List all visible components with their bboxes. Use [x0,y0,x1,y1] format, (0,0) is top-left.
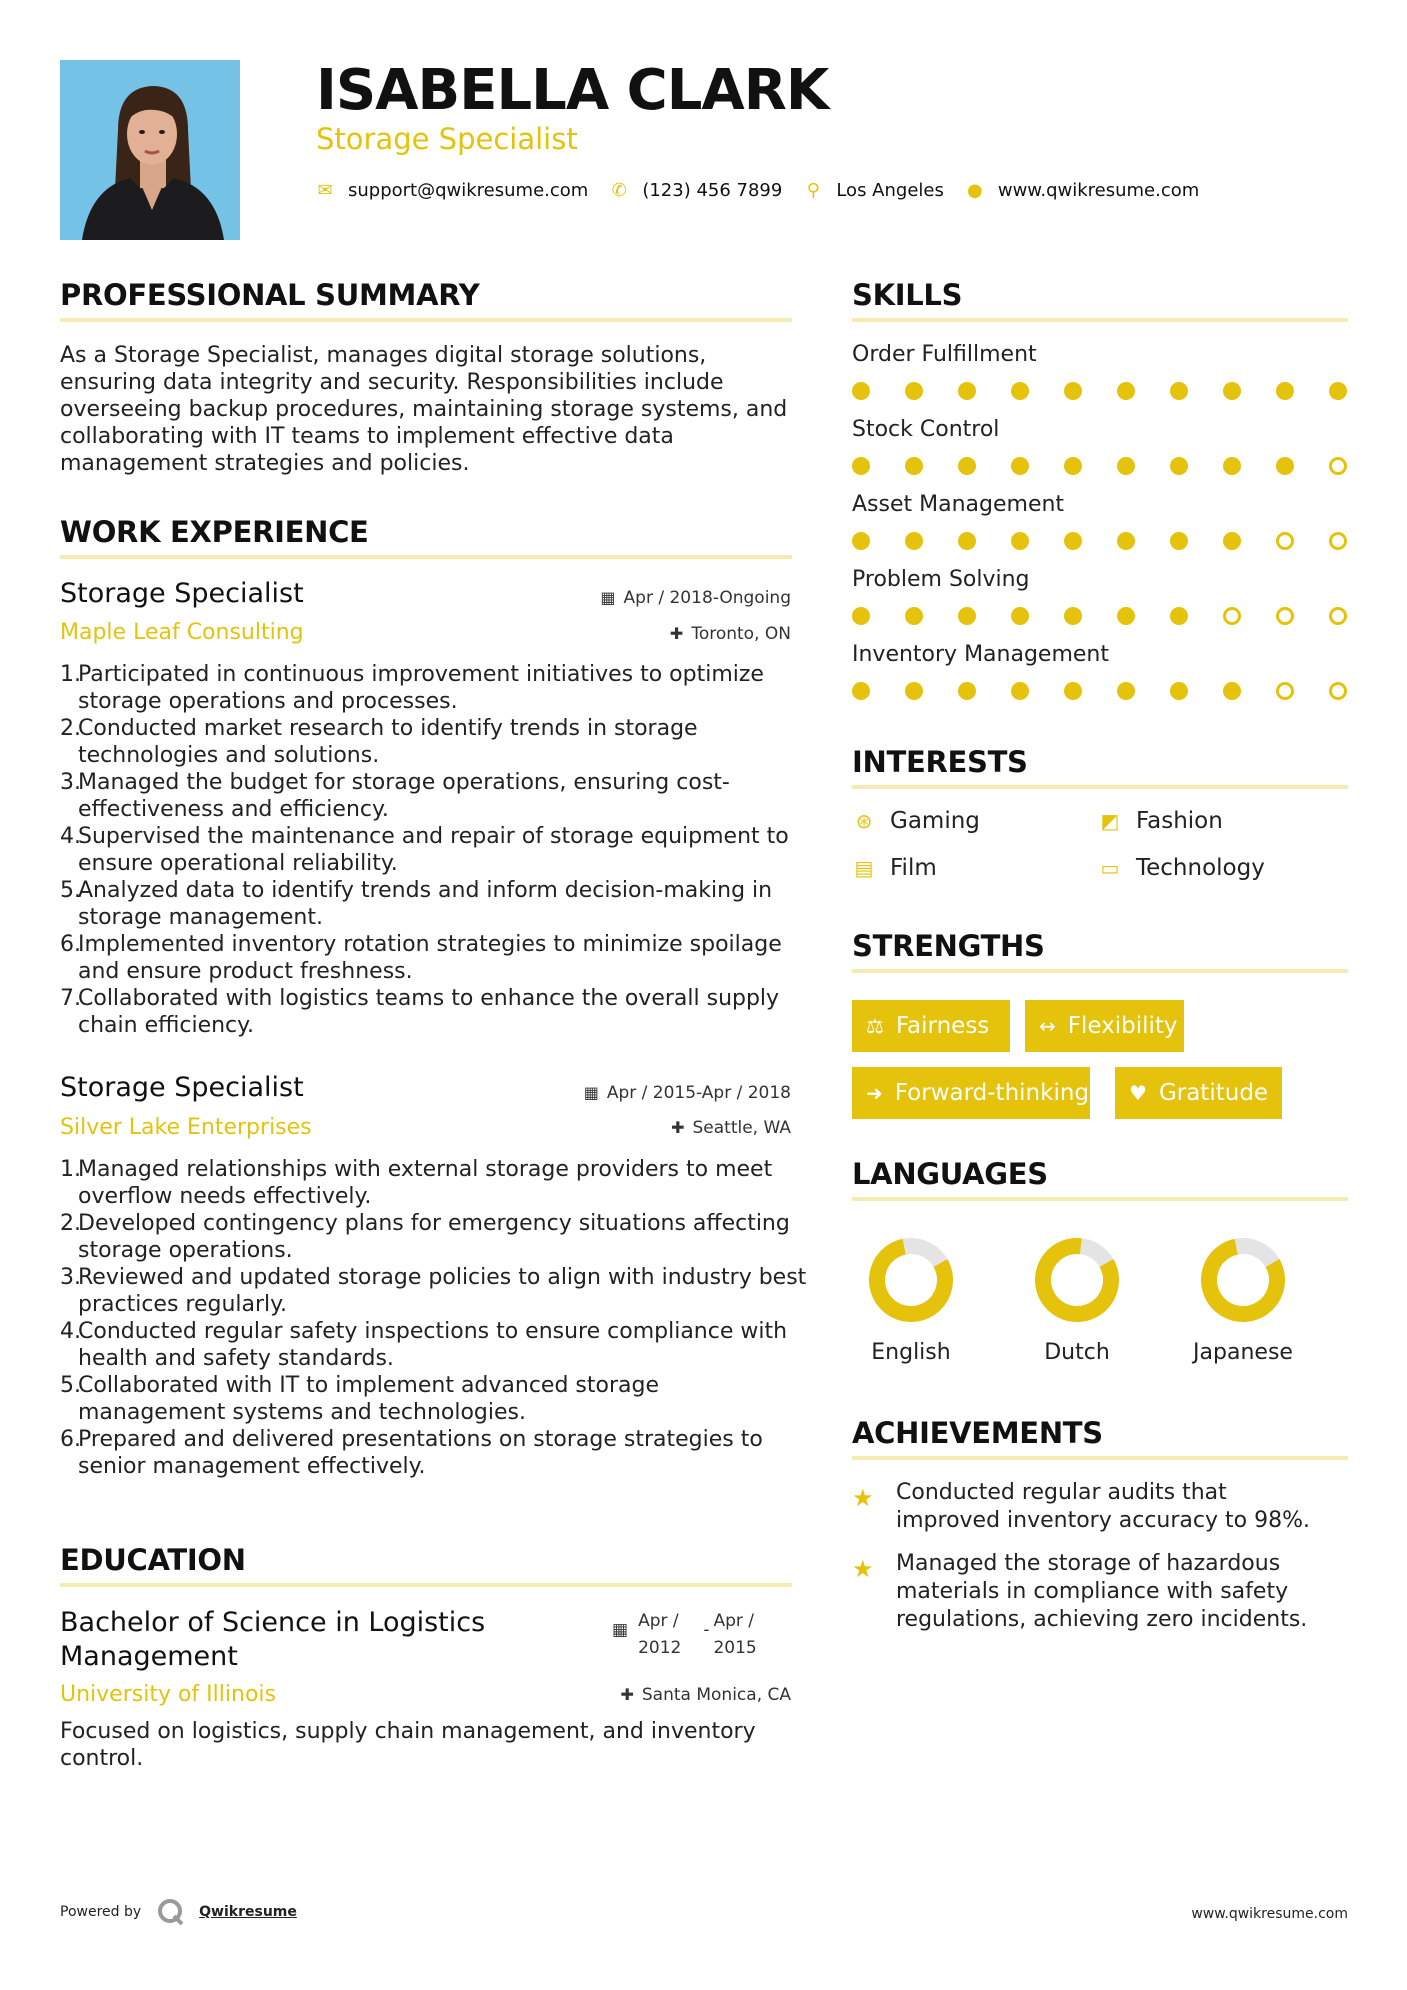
arrow-right-icon: ➜ [866,1081,883,1105]
contact-website[interactable]: www.qwikresume.com [997,180,1200,201]
language-proficiency-ring [866,1235,956,1325]
rating-dot [852,532,870,550]
skill-name: Problem Solving [852,567,1030,592]
achievement-2-line-2: materials in compliance with safety [896,1579,1289,1604]
rating-dot [1011,532,1029,550]
rating-dot [852,607,870,625]
list-item: Conducted regular safety inspections to ensure compliance with health and safety standards. [78,1319,788,1371]
calendar-icon: ▦ [583,1083,599,1102]
education-start [638,1608,681,1662]
rating-dot [1276,532,1294,550]
skill-name: Order Fulfillment [852,342,1037,367]
interest-fashion [1098,808,1223,834]
rating-dot [905,682,923,700]
rating-dot [958,382,976,400]
strength-fairness [852,1000,1010,1052]
rating-dot [1223,457,1241,475]
rating-dot [1329,457,1347,475]
school-name: University of Illinois [60,1682,276,1707]
arrows-horizontal-icon: ↔ [1039,1014,1056,1038]
interest-label: Fashion [1136,808,1223,834]
rating-dot [905,607,923,625]
achievement-1-line-1: Conducted regular audits that [896,1480,1227,1505]
rating-dot [958,457,976,475]
rating-dot [905,382,923,400]
list-item: Supervised the maintenance and repair of storage equipment to ensure operational reliability. [78,824,789,876]
job-2-dates-text: Apr / 2015-Apr / 2018 [606,1083,791,1103]
pin-icon: ✚ [669,624,684,643]
qwikresume-link[interactable]: Qwikresume [199,1904,297,1920]
rating-dot [958,532,976,550]
interest-technology [1098,855,1265,881]
job-2-company: Silver Lake Enterprises [60,1115,312,1140]
language-name: English [871,1340,951,1365]
achievement-2-line-3: regulations, achieving zero incidents. [896,1607,1308,1632]
interests-heading: INTERESTS [852,745,1348,789]
star-icon: ★ [852,1484,874,1512]
rating-dot [852,682,870,700]
rating-dot [1117,457,1135,475]
rating-dot [1223,607,1241,625]
rating-dot [1170,457,1188,475]
rating-dot [852,382,870,400]
experience-heading: WORK EXPERIENCE [60,515,792,559]
achievement-1-line-2: improved inventory accuracy to 98%. [896,1508,1310,1533]
education-end-year: 2015 [713,1638,757,1658]
rating-dot [958,682,976,700]
job-2-location [671,1118,791,1138]
education-start-month: Apr / [638,1611,679,1631]
education-start-year: 2012 [638,1638,682,1658]
skill-rating [852,382,1348,402]
language-proficiency-ring [1032,1235,1122,1325]
skill-name: Stock Control [852,417,1000,442]
skill-rating [852,532,1348,552]
summary-text: As a Storage Specialist, manages digital storage solutions, ensuring data integrity and security. Responsibilities include overseeing backup procedures, maintaining storage systems, and collaborating with IT teams to implement effective data management strategies and policies. [60,343,788,476]
rating-dot [1170,607,1188,625]
strength-label: Flexibility [1067,1013,1178,1039]
list-item: Collaborated with IT to implement advanced storage management systems and technologies. [78,1373,660,1425]
strengths-heading: STRENGTHS [852,929,1348,973]
job-1-company: Maple Leaf Consulting [60,620,304,645]
list-item: Prepared and delivered presentations on storage strategies to senior management effectively. [78,1427,763,1479]
education-location [620,1685,791,1705]
rating-dot [1170,682,1188,700]
map-marker-icon: ⚲ [806,180,820,201]
language-name: Japanese [1193,1340,1293,1365]
ring-fill [1032,1235,1122,1325]
rating-dot [1223,532,1241,550]
summary-heading: PROFESSIONAL SUMMARY [60,278,792,322]
job-1-bullets [60,661,810,1039]
rating-dot [852,457,870,475]
rating-dot [1064,682,1082,700]
job-1-dates [600,588,791,608]
skill-name: Asset Management [852,492,1065,517]
rating-dot [1117,382,1135,400]
job-1-location [670,624,791,644]
list-item: Reviewed and updated storage policies to align with industry best practices regularly. [78,1265,807,1317]
candidate-title: Storage Specialist [316,122,578,156]
interest-gaming [852,808,980,834]
rating-dot [1170,382,1188,400]
interest-label: Gaming [890,808,980,834]
job-1-dates-text: Apr / 2018-Ongoing [623,588,791,608]
job-2-bullets [60,1156,810,1480]
strength-flexibility [1025,1000,1184,1052]
education-heading: EDUCATION [60,1543,792,1587]
rating-dot [1064,457,1082,475]
powered-by-label: Powered by [60,1904,142,1920]
shopping-bag-icon: ◩ [1100,809,1120,833]
achievements-heading: ACHIEVEMENTS [852,1416,1348,1460]
degree-title [60,1606,485,1674]
envelope-icon: ✉ [317,180,333,201]
footer-website[interactable]: www.qwikresume.com [1191,1906,1348,1922]
rating-dot [1011,682,1029,700]
rating-dot [905,532,923,550]
phone-icon: ✆ [611,180,627,201]
contact-email[interactable]: support@qwikresume.com [348,180,589,201]
degree-line-1: Bachelor of Science in Logistics [60,1607,486,1638]
rating-dot [1329,532,1347,550]
date-separator: - [703,1620,710,1640]
contact-location: Los Angeles [836,180,944,201]
rating-dot [1117,607,1135,625]
achievement-1 [896,1479,1310,1535]
globe-icon: ● [966,180,983,201]
balance-scale-icon: ⚖ [866,1014,884,1038]
list-item: Developed contingency plans for emergency situations affecting storage operations. [78,1211,790,1263]
candidate-name: ISABELLA CLARK [316,58,829,123]
rating-dot [1276,382,1294,400]
education-end [713,1608,756,1662]
education-location-text: Santa Monica, CA [641,1685,791,1705]
languages-heading: LANGUAGES [852,1157,1348,1201]
rating-dot [1011,382,1029,400]
profile-photo [60,60,240,240]
list-item: Participated in continuous improvement initiatives to optimize storage operations and processes. [78,662,764,714]
contact-bar [316,180,1221,201]
calendar-icon: ▦ [600,588,616,607]
pin-icon: ✚ [671,1118,685,1137]
interest-label: Film [890,855,937,881]
skill-rating [852,607,1348,627]
skills-heading: SKILLS [852,278,1348,322]
strength-label: Fairness [895,1013,990,1039]
pin-icon: ✚ [620,1685,634,1704]
list-item: Analyzed data to identify trends and inform decision-making in storage management. [78,878,773,930]
skill-rating [852,682,1348,702]
calendar-icon: ▦ [612,1620,629,1640]
rating-dot [1276,457,1294,475]
rating-dot [1117,532,1135,550]
rating-dot [1117,682,1135,700]
star-icon: ★ [852,1555,874,1583]
job-2-dates [584,1083,791,1103]
rating-dot [1329,682,1347,700]
rating-dot [1064,607,1082,625]
rating-dot [1064,382,1082,400]
rating-dot [1064,532,1082,550]
heart-icon: ♥ [1129,1081,1147,1105]
gamepad-icon: ⊛ [855,809,873,833]
list-item: Conducted market research to identify trends in storage technologies and solutions. [78,716,698,768]
list-item: Collaborated with logistics teams to enhance the overall supply chain efficiency. [78,986,780,1038]
rating-dot [1170,532,1188,550]
strength-gratitude [1115,1067,1282,1119]
list-item: Implemented inventory rotation strategies to minimize spoilage and ensure product freshness. [78,932,782,984]
interest-label: Technology [1136,855,1265,881]
footer-powered-by [60,1898,297,1926]
language-proficiency-ring [1198,1235,1288,1325]
qwikresume-logo-icon [157,1898,185,1926]
job-2-location-text: Seattle, WA [692,1118,791,1138]
language-name: Dutch [1044,1340,1110,1365]
rating-dot [1276,607,1294,625]
rating-dot [905,457,923,475]
job-1-title: Storage Specialist [60,578,304,609]
rating-dot [1223,682,1241,700]
achievement-2 [896,1550,1307,1634]
achievement-2-line-1: Managed the storage of hazardous [896,1551,1281,1576]
rating-dot [1011,607,1029,625]
list-item: Managed relationships with external storage providers to meet overflow needs effectively. [78,1157,773,1209]
degree-line-2: Management [60,1641,238,1672]
job-2-title: Storage Specialist [60,1072,304,1103]
strength-label: Forward-thinking [894,1080,1090,1106]
laptop-icon: ▭ [1100,856,1120,880]
list-item: Managed the budget for storage operations, ensuring cost-effectiveness and efficiency. [78,770,730,822]
contact-phone[interactable]: (123) 456 7899 [642,180,783,201]
skill-rating [852,457,1348,477]
job-1-location-text: Toronto, ON [691,624,791,644]
rating-dot [958,607,976,625]
rating-dot [1223,382,1241,400]
education-dates [612,1608,757,1662]
strength-forward-thinking [852,1067,1090,1119]
rating-dot [1276,682,1294,700]
skill-name: Inventory Management [852,642,1109,667]
rating-dot [1329,382,1347,400]
rating-dot [1329,607,1347,625]
strength-label: Gratitude [1158,1080,1269,1106]
film-icon: ▤ [854,856,874,880]
rating-dot [1011,457,1029,475]
education-end-month: Apr / [713,1611,755,1631]
education-description: Focused on logistics, supply chain management, and inventory control. [60,1719,756,1771]
interest-film [852,855,937,881]
